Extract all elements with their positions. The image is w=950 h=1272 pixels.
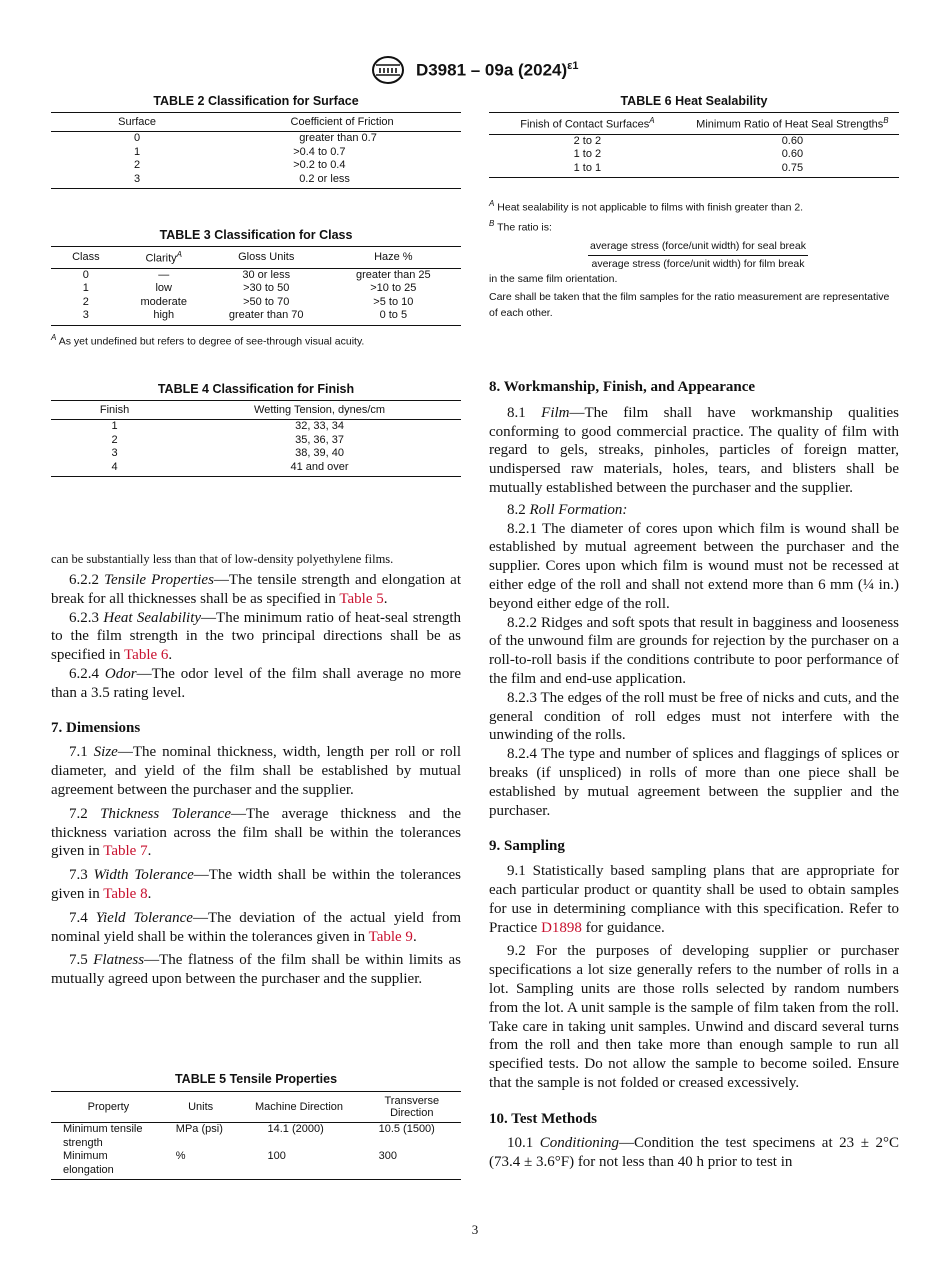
table-row: 1 >0.4 to 0.7: [134, 145, 346, 158]
section-10-heading: 10. Test Methods: [489, 1110, 597, 1127]
para-6-2-4: 6.2.4 Odor—The odor level of the film shall average no more than a 3.5 rating level.: [51, 665, 462, 701]
section-8-heading: 8. Workmanship, Finish, and Appearance: [489, 379, 756, 395]
table-row: 1 to 1 0.75: [573, 161, 804, 174]
table3: [51, 246, 461, 326]
table-row: 2 to 2 0.60: [573, 134, 804, 147]
table4: [51, 400, 461, 477]
page-header: [0, 55, 950, 85]
table-row: 0 greater than 0.7: [134, 132, 377, 144]
table-header: Finish of Contact Surfaces$^A$: [489, 113, 686, 135]
table-row: Minimum elongation % 100 300: [63, 1150, 397, 1176]
ratio-fraction: [489, 239, 899, 272]
table-row: 0 — 30 or less greater than 25: [82, 268, 431, 281]
table-row: 1 low >30 to 50 >10 to 25: [82, 282, 417, 295]
table7-link[interactable]: Table 7: [103, 843, 148, 860]
para-6-2-2: 6.2.2 Tensile Properties—The tensile strength and elongation at break for all thicknesses shall be as specified in Table 5.: [51, 572, 461, 607]
section-7-heading: 7. Dimensions: [51, 719, 141, 736]
para-8-2: 8.2 Roll Formation:: [507, 501, 628, 518]
table-row: 3 0.2 or less: [134, 172, 350, 185]
table6-link[interactable]: Table 6: [124, 647, 169, 664]
para-8-2-4: 8.2.4 The type and number of splices and flaggings of splices or breaks (if unspliced) in rolls of more than one piece shall be established by mutual agreement between the supplier and the purchaser.: [489, 746, 899, 819]
table4-title: TABLE 4 Classification for Finish: [157, 382, 355, 396]
table-row: Minimum tensile strength MPa (psi) 14.1 (2000) 10.5 (1500): [63, 1123, 435, 1149]
ratio-denominator: average stress (force/unit width) for film break: [591, 258, 805, 270]
table8-link[interactable]: Table 8: [103, 885, 148, 902]
para-9-2: 9.2 For the purposes of developing supplier or purchaser specifications a lot size generally refers to the number of rolls in a lot. Sampling units are those rolls selected by random numbers from the lot. A unit sample is the sample of film taken from the roll. Take care in taking unit samples. Unwind and discard several turns from the roll and then take more than enough sample to run all specified tests. Do not allow the sample to become soiled. Ensure that the sample is not folded or creased excessively.: [489, 943, 899, 1091]
table6-footnote-a: $^A$ Heat sealability is not applicable to films with finish greater than 2.: [489, 199, 804, 214]
table5: [51, 1091, 461, 1180]
table-header: Finish: [51, 401, 178, 420]
table-header: Class: [51, 247, 121, 269]
table9-link[interactable]: Table 9: [368, 928, 413, 945]
para-8-2-2: 8.2.2 Ridges and soft spots that result in bagginess and looseness of the unwound film are grounds for rejection by the purchaser on a roll-to-roll basis if the conditions contribute to poor performance of the film and end-use application.: [489, 614, 899, 687]
para-6-2-3: 6.2.3 Heat Sealability—The minimum ratio of heat-seal strength to the film strength in the two principal directions shall be as specified in Table 6.: [51, 609, 462, 664]
para-7-2: 7.2 Thickness Tolerance—The average thickness and the thickness variation across the film shall be within the tolerances given in Table 7.: [51, 805, 461, 860]
table3-footnote: $^A$ As yet undefined but refers to degree of see-through visual acuity.: [51, 333, 365, 348]
table-header: Surface: [51, 113, 223, 132]
table-header: Machine Direction: [235, 1092, 362, 1123]
table2-title: TABLE 2 Classification for Surface: [153, 94, 359, 108]
table3-title: TABLE 3 Classification for Class: [159, 228, 353, 242]
table-row: 2 >0.2 to 0.4: [134, 159, 346, 172]
left-column-text: [51, 551, 461, 989]
para-7-3: 7.3 Width Tolerance—The width shall be within the tolerances given in Table 8.: [51, 867, 462, 902]
table-header: Property: [51, 1092, 166, 1123]
para-8-1: 8.1 Film—The film shall have workmanship qualities conforming to good commercial practice. The quality of film with regard to gels, streaks, pinholes, particles of foreign matter, undispersed raw materials, holes, tears, and blisters shall be mutually established between the purchaser and the supplier.: [489, 404, 900, 496]
table-header: Units: [166, 1092, 236, 1123]
table-row: 3 38, 39, 40: [111, 447, 345, 460]
table5-title: TABLE 5 Tensile Properties: [174, 1072, 338, 1086]
para-8-2-3: 8.2.3 The edges of the roll must be free of nicks and cuts, and the general condition of roll edges must not interfere with the unwinding of the rolls.: [489, 689, 899, 744]
table-header: Haze %: [326, 247, 461, 269]
table-header: Wetting Tension, dynes/cm: [178, 401, 461, 420]
table-row: 1 32, 33, 34: [111, 420, 345, 432]
table-row: 1 to 2 0.60: [573, 148, 804, 161]
table-header: Transverse Direction: [363, 1092, 461, 1123]
para-7-5: 7.5 Flatness—The flatness of the film shall be within limits as mutually agreed upon between the purchaser and the supplier.: [51, 952, 462, 988]
table5-link[interactable]: Table 5: [339, 590, 384, 607]
para-7-4: 7.4 Yield Tolerance—The deviation of the actual yield from nominal yield shall be within the tolerances given in Table 9.: [51, 909, 462, 945]
ratio-numerator: average stress (force/unit width) for seal break: [588, 239, 808, 256]
table-row: 2 moderate >50 to 70 >5 to 10: [82, 295, 414, 308]
para-10-1: 10.1 Conditioning—Condition the test specimens at 23 ± 2°C (73.4 ± 3.6°F) for not less than 40 h prior to test in: [489, 1135, 899, 1171]
astm-logo-icon: [371, 55, 405, 85]
table6-title: TABLE 6 Heat Sealability: [620, 94, 768, 108]
page-number: 3: [471, 1222, 479, 1237]
right-column-text: [489, 378, 899, 1172]
section-9-heading: 9. Sampling: [489, 838, 565, 855]
table-header: Coefficient of Friction: [223, 113, 461, 132]
para-8-2-1: 8.2.1 The diameter of cores upon which film is wound shall be established by mutual agreement between the purchaser and the supplier. Cores upon which film is wound must not be recessed at either edge of the roll and shall not extend more than 6 mm (¼ in.) beyond either edge of the roll.: [489, 520, 899, 612]
d1898-link[interactable]: D1898: [541, 919, 582, 936]
table6-footnote-b: $^B$ The ratio is:: [489, 218, 552, 233]
designation: D3981 – 09a $(2024)^{\varepsilon 1}$: [415, 59, 579, 80]
table6-footnotes: [489, 196, 899, 321]
para-7-1: 7.1 Size—The nominal thickness, width, length per roll or roll diameter, and yield of the film shall be established by mutual agreement between the purchaser and the supplier.: [51, 744, 461, 798]
para-9-1: 9.1 Statistically based sampling plans that are appropriate for each particular product or quantity shall be used to obtain samples for use in determining compliance with this specification. Refer to Practice D1898 for guidance.: [489, 863, 899, 936]
continuation-text: can be substantially less than that of low-density polyethylene films.: [51, 552, 394, 566]
table-row: 3 high greater than 70 0 to 5: [82, 309, 408, 322]
table-header: Clarity$^A$: [121, 247, 207, 269]
table-row: 4 41 and over: [111, 460, 349, 473]
care-note: Care shall be taken that the film samples for the ratio measurement are representative of each other.: [489, 291, 890, 319]
ratio-note: in the same film orientation.: [489, 273, 618, 285]
table6: [489, 112, 899, 178]
table-header: Gloss Units: [207, 247, 326, 269]
table-header: Minimum Ratio of Heat Seal Strengths$^B$: [686, 113, 899, 135]
table2: [51, 112, 461, 189]
table-row: 2 35, 36, 37: [111, 433, 345, 446]
